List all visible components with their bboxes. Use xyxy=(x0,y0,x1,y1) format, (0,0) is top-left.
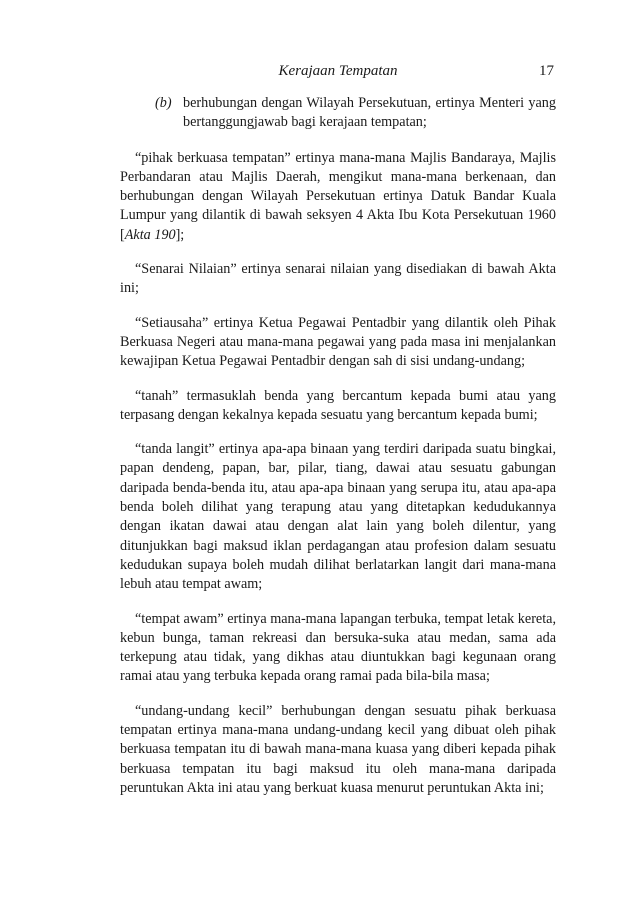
body-text xyxy=(120,94,556,798)
definition-undang-undang-kecil: “undang-undang kecil” berhubungan dengan sesuatu pihak berkuasa tempatan ertinya mana-mana undang-undang kecil yang dibuat oleh pihak berkuasa tempatan itu di bawah mana-mana kuasa yang diberi kepada pihak berkuasa tempatan itu bagi maksud itu oleh mana-mana daripada peruntukan Akta ini atau yang berkuat kuasa menurut peruntukan Akta ini; xyxy=(120,702,556,796)
running-header xyxy=(120,63,556,83)
page-number: 17 xyxy=(539,63,554,79)
definition-text-end: ]; xyxy=(175,226,185,243)
definition-pihak-berkuasa-tempatan xyxy=(120,149,556,245)
definition-tanda-langit: “tanda langit” ertinya apa-apa binaan yang terdiri daripada suatu bingkai, papan dendeng, papan, bar, pilar, tiang, dawai atau sesuatu gabungan daripada benda-benda itu, atau apa-apa binaan yang serupa itu, atau apa-apa benda boleh dilihat yang terapung atau yang ditetapkan kedudukannya dengan ikatan dawai atau dengan alat lain yang boleh dilentur, yang ditunjukkan bagi maksud iklan perdagangan atau profesion dalam sesuatu kedudukan supaya boleh mudah dilihat berlatarkan langit dari mana-mana lebuh atau tempat awam; xyxy=(120,441,556,593)
running-title: Kerajaan Tempatan xyxy=(278,63,398,79)
definition-tanah: “tanah” termasuklah benda yang bercantum kepada bumi atau yang terpasang dengan kekalnya kepada sesuatu yang bercantum kepada bumi; xyxy=(120,387,556,423)
sub-item-text: berhubungan dengan Wilayah Persekutuan, ertinya Menteri yang bertanggungjawab bagi kerajaan tempatan; xyxy=(183,95,556,131)
sub-item-marker: (b) xyxy=(155,95,172,111)
definition-senarai-nilaian: “Senarai Nilaian” ertinya senarai nilaian yang disediakan di bawah Akta ini; xyxy=(120,261,556,297)
act-reference: Akta 190 xyxy=(124,226,176,243)
definition-text: “pihak berkuasa tempatan” ertinya mana-mana Majlis Bandaraya, Majlis Perbandaran atau Majlis Daerah, mengikut mana-mana berkenaan, dan berhubungan dengan Wilayah Persekutuan ertinya Datuk Bandar Kuala Lumpur yang dilantik di bawah seksyen 4 Akta Ibu Kota Persekutuan 1960 [ xyxy=(120,149,556,243)
definition-tempat-awam: “tempat awam” ertinya mana-mana lapangan terbuka, tempat letak kereta, kebun bunga, taman rekreasi dan bersuka-suka atau medan, sama ada terkepung atau tidak, yang dikhas atau diuntukkan bagi kegunaan orang ramai atau yang terbuka kepada orang ramai pada bila-bila masa; xyxy=(120,610,556,685)
sub-item-b xyxy=(120,94,556,133)
definition-setiausaha: “Setiausaha” ertinya Ketua Pegawai Pentadbir yang dilantik oleh Pihak Berkuasa Negeri atau mana-mana pegawai yang pada masa ini menjalankan kewajipan Ketua Pegawai Pentadbir dengan sah di sisi undang-undang; xyxy=(120,314,556,370)
